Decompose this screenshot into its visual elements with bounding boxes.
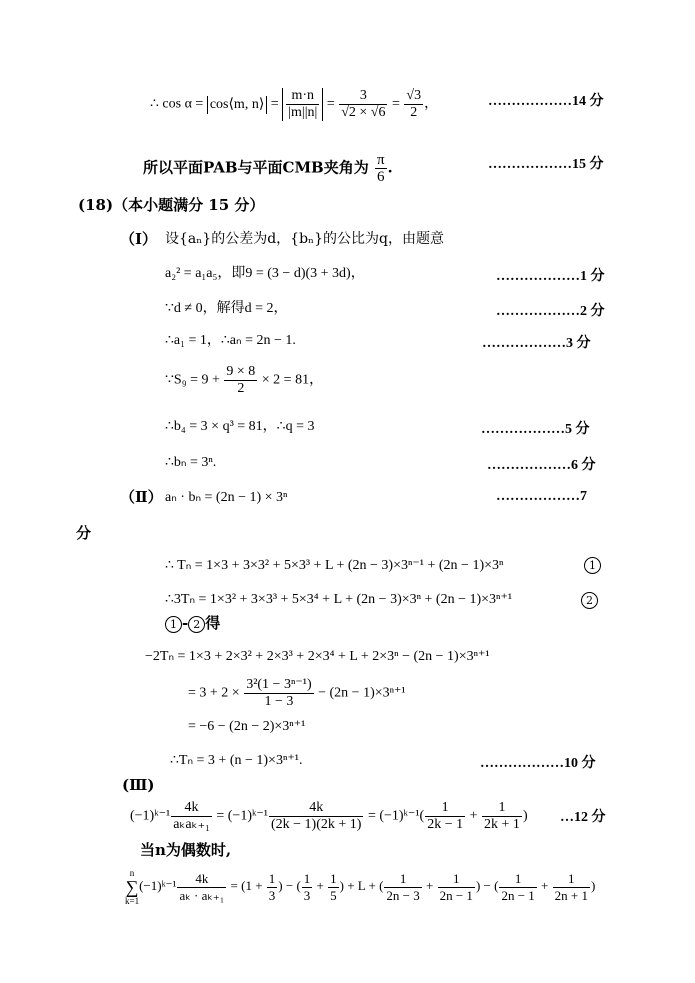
- sum-den: 1 − 3: [264, 694, 294, 709]
- f2-d2: 3: [268, 887, 276, 903]
- neg2tn-line: −2Tₙ = 1×3 + 2×3² + 2×3³ + 2×3⁴ + L + 2×3ⁿ − (2n − 1)×3ⁿ⁺¹: [145, 649, 490, 664]
- f2-d1: aₖ · aₖ₊₁: [179, 887, 225, 903]
- f2-d: ) + L + (: [339, 877, 384, 893]
- f2-a: (−1)ᵏ⁻¹: [139, 877, 177, 893]
- frac-num: 3: [339, 88, 387, 105]
- f1-b: = (−1)ᵏ⁻¹: [212, 808, 268, 824]
- part1-text: 设{aₙ}的公差为d，{bₙ}的公比为q，由题意: [165, 231, 444, 247]
- score-7: ………………7: [496, 489, 587, 504]
- f2-n6: 1: [438, 871, 475, 888]
- f2-p2: +: [422, 877, 437, 893]
- sum-pre: = 3 + 2 ×: [188, 685, 244, 701]
- f1-n2: 4k: [269, 800, 363, 817]
- f2-n4: 1: [330, 870, 337, 886]
- circle-2: [581, 591, 598, 609]
- sum-post: − (2n − 1)×3ⁿ⁺¹: [314, 685, 406, 701]
- tn-line: ∴ Tₙ = 1×3 + 3×3² + 5×3³ + L + (2n − 3)×3ⁿ⁻¹ + (2n − 1)×3ⁿ: [165, 558, 504, 573]
- score-2: ………………2 分: [496, 304, 605, 319]
- sum-line: [188, 677, 406, 710]
- pi: π: [376, 152, 385, 168]
- plane-angle-line: [143, 152, 393, 185]
- f1-n3: 1: [425, 800, 465, 817]
- line-an: ∴a₁ = 1，∴aₙ = 2n − 1.: [165, 333, 296, 348]
- f1-d3: 2k − 1: [427, 817, 464, 832]
- s9-den: 2: [237, 381, 245, 396]
- f1-a: (−1)ᵏ⁻¹: [130, 808, 171, 824]
- f2-d5: 2n − 3: [386, 887, 420, 903]
- line-b4: ∴b₄ = 3 × q³ = 81，∴q = 3: [165, 419, 315, 434]
- f2-p1: +: [313, 877, 328, 893]
- sub-circle-2: 2: [188, 616, 205, 633]
- f2-d6: 2n − 1: [439, 887, 473, 903]
- f2-d4: 5: [330, 887, 337, 903]
- q18-heading: (18)（本小题满分 15 分）: [78, 196, 265, 214]
- mn-num: m·n: [286, 88, 319, 105]
- sum-num: 3²(1 − 3ⁿ⁻¹): [246, 677, 312, 692]
- line-a2: a₂² = a₁a₅，即9 = (3 − d)(3 + 3d)，: [165, 266, 365, 281]
- sub-de: 得: [205, 614, 221, 632]
- subtract-line: [165, 614, 220, 633]
- line-s9: [165, 364, 323, 397]
- mn-abs: [282, 88, 323, 121]
- f2-d3: 3: [303, 887, 311, 903]
- frac-den: √2 × √6: [341, 105, 386, 120]
- part3-formula: [130, 800, 528, 833]
- score-12: …12 分: [560, 810, 606, 825]
- f2-p3: +: [537, 877, 552, 893]
- f2-d7: 2n − 1: [501, 887, 535, 903]
- f2-n3: 1: [303, 870, 311, 886]
- f2-n8: 1: [553, 871, 590, 888]
- score-10: ………………10 分: [480, 756, 596, 771]
- even-case: 当n为偶数时,: [140, 841, 232, 859]
- tn-final: ∴Tₙ = 3 + (n − 1)×3ⁿ⁺¹.: [170, 753, 303, 768]
- f1-d1: aₖaₖ₊₁: [173, 817, 210, 832]
- sub-dash: -: [182, 614, 189, 632]
- s9-num: 9 × 8: [226, 364, 256, 379]
- circle-1: [584, 556, 601, 574]
- sub-circle-1: 1: [165, 616, 182, 633]
- f2-c: ) − (: [278, 877, 301, 893]
- score-15: ………………15 分: [488, 157, 604, 172]
- sigma-block: [125, 868, 139, 906]
- cos-formula: ∴ cos α = cos⟨m, n⟩ = $\frac{m\cdot n}{|m||n|}$ = $\frac{3}{√2 \times √6}$ = $\frac{√3}{2}$ ，: [150, 88, 439, 120]
- part2-label: （Ⅱ）: [120, 488, 163, 506]
- f2-n7: 1: [499, 871, 536, 888]
- 3tn-line: ∴3Tₙ = 1×3² + 3×3³ + 5×3⁴ + L + (2n − 3)×3ⁿ + (2n − 1)×3ⁿ⁺¹: [165, 592, 513, 607]
- sum-formula: [125, 868, 595, 906]
- f1-n4: 1: [482, 800, 522, 817]
- f1-c: = (−1)ᵏ⁻¹(: [364, 808, 425, 824]
- part1-label: （Ⅰ）: [120, 230, 158, 248]
- f1-n1: 4k: [171, 800, 212, 817]
- score-3: ………………3 分: [482, 336, 591, 351]
- f1-plus: +: [466, 808, 482, 824]
- f1-d4: 2k + 1: [484, 817, 520, 832]
- tail: ，: [424, 96, 439, 112]
- sqrt3: √3: [406, 88, 422, 103]
- f2-b: = (1 +: [227, 877, 266, 893]
- circle-1-num: 1: [584, 557, 601, 574]
- two: 2: [410, 105, 418, 120]
- sigma: ∑: [125, 877, 139, 897]
- line-bn: ∴bₙ = 3ⁿ.: [165, 455, 217, 470]
- s9-pre: ∵S₉ = 9 +: [165, 372, 224, 388]
- result-line: = −6 − (2n − 2)×3ⁿ⁺¹: [188, 719, 306, 734]
- score-14: ………………14 分: [488, 94, 604, 109]
- part2-text: aₙ · bₙ = (2n − 1) × 3ⁿ: [165, 490, 288, 505]
- cos-abs: cos⟨m, n⟩: [207, 96, 267, 114]
- score-1: ………………1 分: [496, 269, 605, 284]
- plane-angle-text: 所以平面PAB与平面CMB夹角为: [143, 158, 369, 177]
- f1-d2: (2k − 1)(2k + 1): [270, 817, 362, 832]
- f2-n2: 1: [268, 870, 276, 886]
- s9-post: × 2 = 81，: [258, 372, 324, 388]
- score-6: ………………6 分: [487, 458, 596, 473]
- mn-den: |m||n|: [288, 105, 318, 120]
- line-d: ∵d ≠ 0，解得d = 2，: [165, 301, 288, 316]
- f2-d8: 2n + 1: [554, 887, 588, 903]
- f2-n5: 1: [384, 871, 421, 888]
- f2-e: ) − (: [475, 877, 499, 893]
- score-5: ………………5 分: [481, 422, 590, 437]
- dot: .: [387, 158, 393, 177]
- f2-n1: 4k: [177, 871, 226, 888]
- f1-close: ): [522, 808, 528, 824]
- sigma-top: n: [129, 868, 135, 878]
- six: 6: [377, 169, 385, 185]
- f2-f: ): [590, 877, 596, 893]
- circle-2-num: 2: [581, 592, 598, 609]
- cos-lhs: ∴ cos α =: [150, 96, 207, 112]
- score-7-wrap: 分: [76, 524, 92, 542]
- part3-label: (Ⅲ): [122, 776, 155, 794]
- sigma-bot: k=1: [125, 896, 140, 906]
